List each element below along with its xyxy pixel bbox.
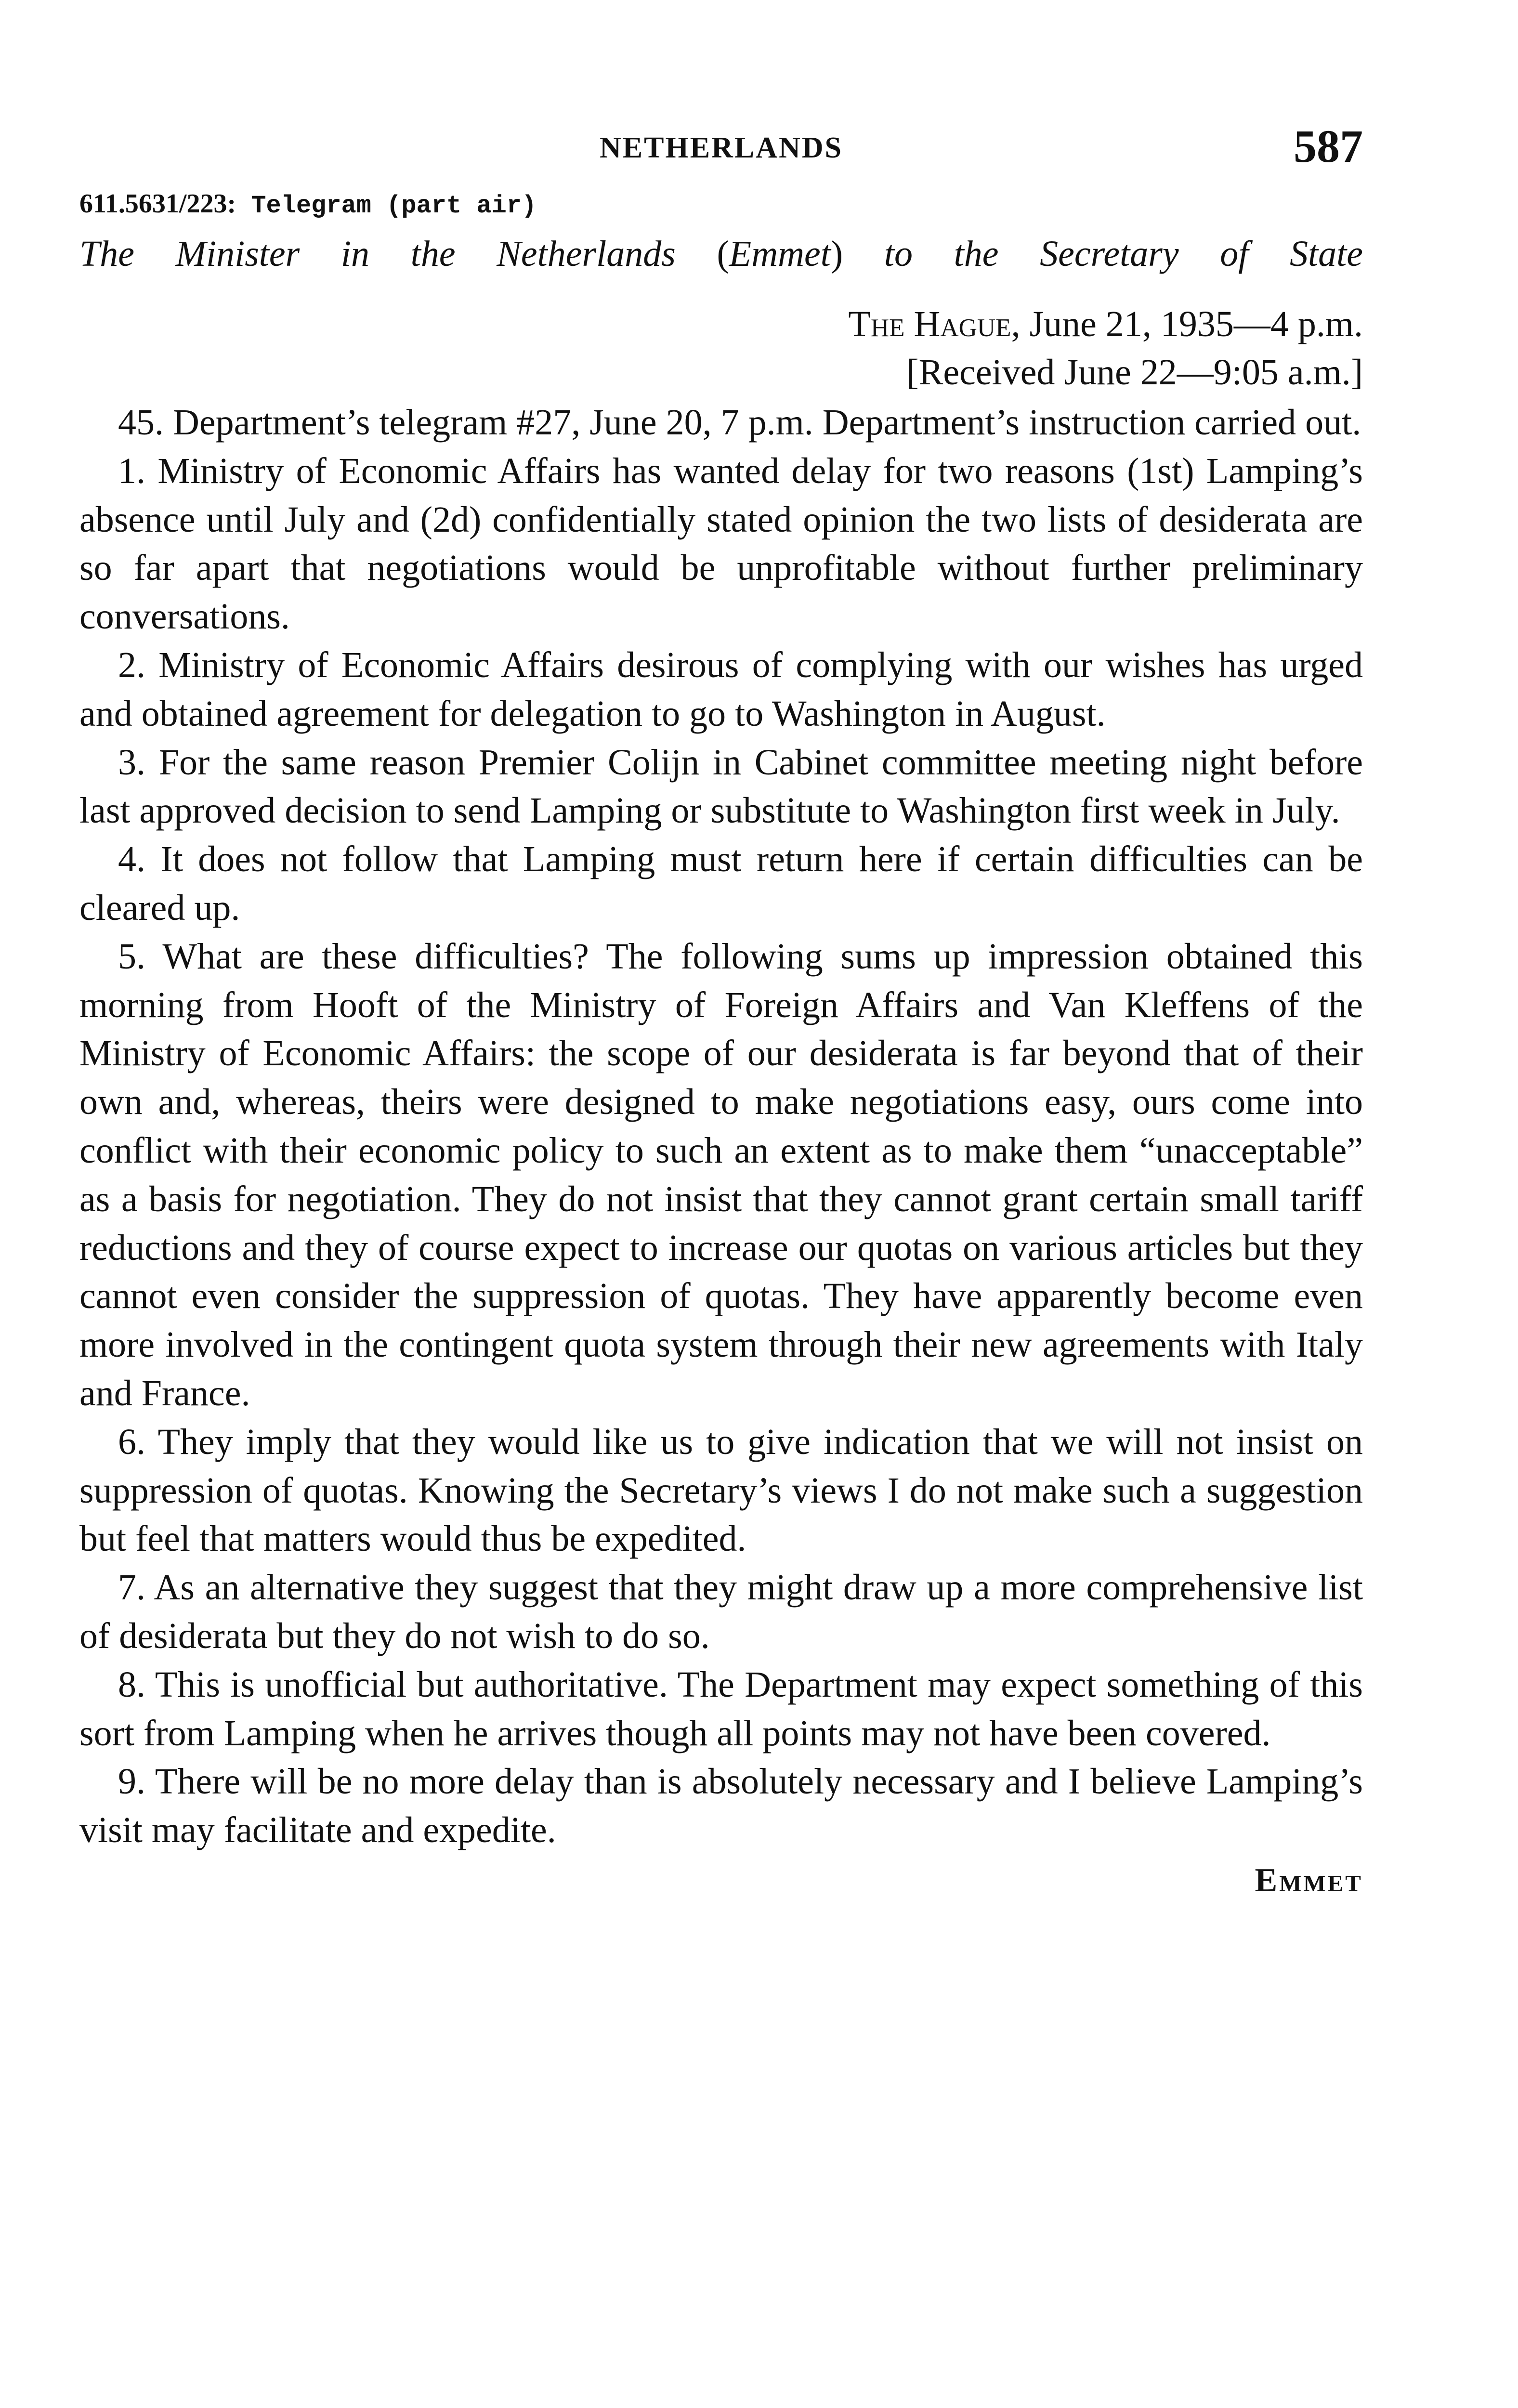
page-number: 587 xyxy=(1294,120,1363,172)
file-number: 611.5631/223: xyxy=(79,189,236,219)
paragraph: 7. As an alternative they suggest that they might draw up a more comprehensive list of desiderata but they do not wish to do so. xyxy=(79,1567,1363,1656)
heading-paren-close: ) xyxy=(830,234,843,274)
paragraph: 9. There will be no more delay than is absolutely necessary and I believe Lamping’s visit may facilitate and expedite. xyxy=(79,1761,1363,1851)
document-heading xyxy=(79,230,1363,278)
dateline xyxy=(79,300,1363,396)
dateline-date: , June 21, 1935—4 p.m. xyxy=(1011,304,1363,344)
paragraph: 8. This is unofficial but authoritative. The Department may expect something of this sort from Lamping when he arrives though all points may not have been covered. xyxy=(79,1664,1363,1754)
dateline-sent xyxy=(79,300,1363,348)
heading-part-2: to the Secretary of State xyxy=(843,234,1363,274)
file-reference xyxy=(79,187,1363,223)
dateline-received: [Received June 22—9:05 a.m.] xyxy=(906,352,1363,393)
paragraph: 1. Ministry of Economic Affairs has wanted delay for two reasons (1st) Lamping’s absence until July and (2d) confidentially stated opinion the two lists of desiderata are so far apart that negotiations would be unprofitable without further preliminary conversations. xyxy=(79,450,1363,637)
paragraph: 2. Ministry of Economic Affairs desirous of complying with our wishes has urged and obtained agreement for delegation to go to Washington in August. xyxy=(79,644,1363,734)
telegram-body xyxy=(79,398,1363,1855)
running-header xyxy=(79,111,1363,173)
signature: Emmet xyxy=(1255,1861,1363,1899)
paragraph: 6. They imply that they would like us to give indication that we will not insist on suppression of quotas. Knowing the Secretary’s views I do not make such a suggestion but feel that matters would thus be expedited. xyxy=(79,1421,1363,1559)
heading-paren-open: ( xyxy=(717,234,729,274)
paragraph: 5. What are these difficulties? The following sums up impression obtained this morning from Hooft of the Ministry of Foreign Affairs and Van Kleffens of the Ministry of Economic Affairs: the scope of our desiderata is far beyond that of their own and, whereas, theirs were designed to make negotiations easy, ours come into conflict with their economic policy to such an extent as to make them “unacceptable” as a basis for negotiation. They do not insist that they cannot grant certain small tariff reductions and they of course expect to increase our quotas on various articles but they cannot even consider the suppression of quotas. They have apparently become even more involved in the contingent quota system through their new agreements with Italy and France. xyxy=(79,936,1363,1413)
document-page xyxy=(79,111,1363,1905)
paragraph: 3. For the same reason Premier Colijn in Cabinet committee meeting night before last approved decision to send Lamping or substitute to Washington first week in July. xyxy=(79,742,1363,831)
file-note: Telegram (part air) xyxy=(236,192,537,220)
dateline-place: The Hague xyxy=(848,304,1011,344)
running-title: NETHERLANDS xyxy=(600,131,843,164)
heading-part-1: The Minister in the Netherlands xyxy=(79,234,717,274)
heading-name: Emmet xyxy=(729,234,831,274)
paragraph: 45. Department’s telegram #27, June 20, 7 p.m. Department’s instruction carried out. xyxy=(118,402,1361,443)
paragraph: 4. It does not follow that Lamping must return here if certain difficulties can be cleared up. xyxy=(79,839,1363,928)
